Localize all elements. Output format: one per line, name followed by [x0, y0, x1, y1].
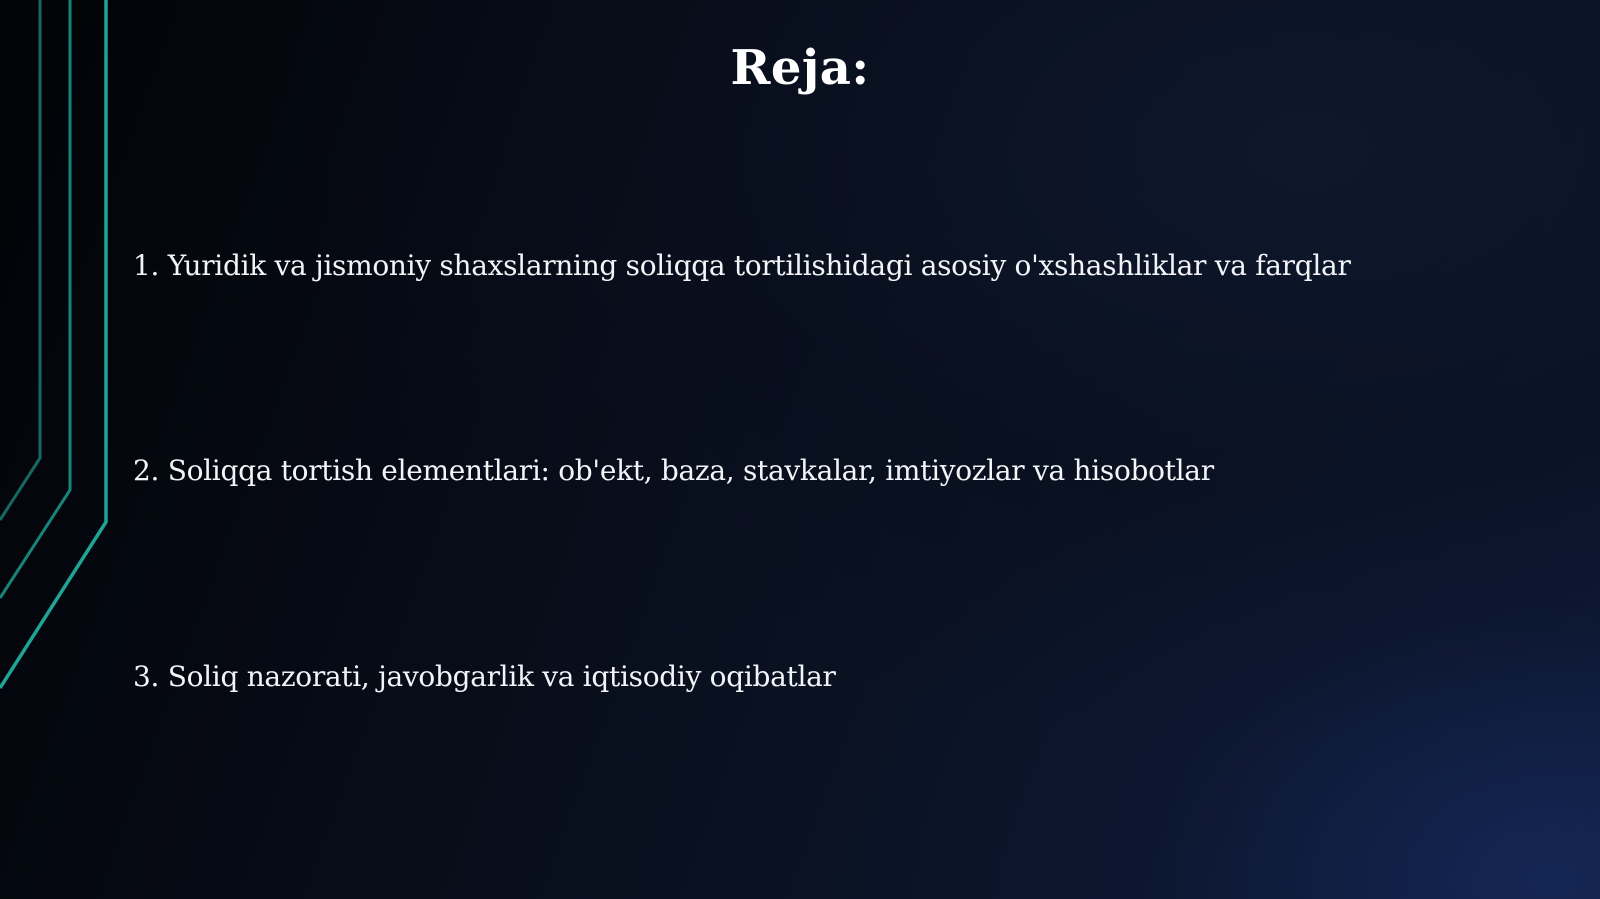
slide-title: Reja:: [730, 40, 870, 96]
accent-line-outer: [0, 0, 106, 688]
agenda-item-1: 1. Yuridik va jismoniy shaxslarning soliqqa tortilishidagi asosiy o'xshashliklar va farqlar: [133, 249, 1351, 282]
decorative-accent-lines: [0, 0, 120, 899]
agenda-item-3: 3. Soliq nazorati, javobgarlik va iqtisodiy oqibatlar: [133, 660, 836, 693]
agenda-item-2: 2. Soliqqa tortish elementlari: ob'ekt, baza, stavkalar, imtiyozlar va hisobotlar: [133, 454, 1214, 487]
